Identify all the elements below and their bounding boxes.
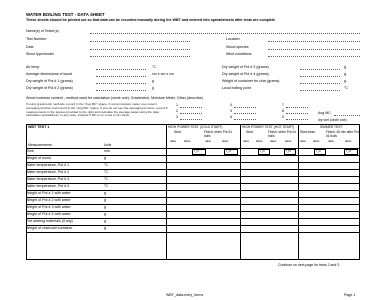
sub-header: label [313,139,320,143]
condition-unit: °C [344,86,349,90]
row-label: Weight of Pot # 2 with water [26,198,71,202]
phase-finish: Finish: 45 min after Pot #1 boils [326,130,359,138]
sub-header: label [345,139,352,143]
column-divider [240,124,241,260]
row-rule [26,183,360,184]
basis-selector[interactable]: dry wet (circle one) [318,118,347,122]
condition-field[interactable] [96,90,146,91]
condition-label: Dry weight of Pot # 3 (grams) [222,65,269,69]
testers-label: Name(s) of Tester(s) [26,29,59,33]
row-unit: g [104,156,106,160]
row-label: Water temperature, Pot # 2 [26,170,70,174]
label-text: t_hf [286,149,292,153]
sub-header: data [205,139,211,143]
row-unit: °C [104,184,109,188]
date-field[interactable] [90,49,190,50]
row-rule [26,155,360,156]
moisture-cell-field[interactable] [234,119,256,120]
wood-species-label: Wood species [226,45,249,49]
moisture-cell-number: 3 [176,115,178,119]
phase-start: Start [246,130,253,134]
sub-header: label [184,139,191,143]
moisture-cell-field[interactable] [234,113,256,114]
stove-field[interactable] [90,56,190,57]
condition-label: Weight of container for char (grams) [222,79,280,83]
wood-species-field[interactable] [268,49,360,50]
phase-finish: Finish: when Pot #1 boils [204,130,232,138]
row-label: Water temperature, Pot # 1 [26,163,70,167]
moisture-cell-field[interactable] [180,107,202,108]
moisture-cell-number: 2 [176,109,178,113]
row-label: Weight of Pot # 4 with water [26,212,71,216]
test-number-field[interactable] [90,41,190,42]
moisture-note: If using gravimetric methods, record in the "Avg MC" space. If using moisture meter, use meter's averaging function and record in the "Avg MC" space. If you do not use the averaging function, record 9 measurements in the spaces provided to the right and calculate the average water using the data calculation spreadsheet. In any case, indicate if MC is on a wet or dry basis. [26,102,168,118]
row-unit: g [104,226,106,230]
condition-field[interactable] [300,83,340,84]
wind-label: Wind conditions [226,52,252,56]
continue-note: Continue on next page for tests 2 and 3 [278,263,340,267]
row-unit: g [104,191,106,195]
sub-header: data [170,139,176,143]
sub-header: label [285,139,292,143]
row-rule [26,197,360,198]
phase-finish: Finish: when Pot #1 boils [268,130,296,138]
moisture-cell-field[interactable] [286,113,308,114]
condition-field[interactable] [96,69,146,70]
avg-mc-field[interactable] [334,115,360,116]
condition-field[interactable] [96,83,146,84]
label-text: t_hi [260,149,265,153]
phase-start: Start when [300,130,316,134]
label-text: t_si [316,149,321,153]
row-unit: g [104,205,106,209]
location-field[interactable] [268,41,360,42]
condition-field[interactable] [300,90,340,91]
sub-header: data [243,139,249,143]
moisture-heading: Wood moisture content - method used for calculation (circle one): Gravimetric, Moisture Meter, Other (describe) [26,96,203,100]
units-header: Units [104,143,112,147]
row-rule [26,232,360,233]
condition-unit: g [344,65,346,69]
footer-filename: WBT_data-entry_forms [166,293,204,297]
condition-field[interactable] [300,76,340,77]
wbt-test-label: WBT TEST 1 [28,125,50,129]
row-rule [26,218,360,219]
avg-mc-label: Avg MC [318,111,331,115]
row-unit: min [104,149,110,153]
label-text: t_sf [346,149,351,153]
wbt-table [26,124,360,260]
row-label: Weight of Pot # 3 with water [26,205,71,209]
condition-label: Dry weight of Pot # 1 (grams) [26,79,73,83]
phase-title: HIGH POWER TEST (COLD START) [168,125,223,129]
phase-title: SIMMER TEST [320,125,343,129]
condition-unit: g [344,79,346,83]
moisture-cell-number: 5 [230,109,232,113]
row-rule [26,204,360,205]
condition-label: Dry weight of Pot # 2 (grams) [26,86,73,90]
row-label: Fire-starting materials (if any) [26,219,73,223]
condition-field[interactable] [96,76,146,77]
sub-header: data [270,139,276,143]
row-unit: g [104,198,106,202]
condition-label: Air temp [26,65,40,69]
phase-start: Start [174,130,181,134]
row-rule [26,162,360,163]
row-label: Weight of wood [26,156,51,160]
row-rule [26,225,360,226]
sub-header: data [300,139,306,143]
moisture-cell-number: 8 [282,109,284,113]
row-label: Water temperature, Pot # 4 [26,184,70,188]
test-number-label: Test Number [26,37,47,41]
row-unit: °C [104,163,109,167]
condition-unit: g [152,79,154,83]
sub-header: label [222,139,229,143]
wind-field[interactable] [268,56,360,57]
location-label: Location [226,37,240,41]
row-unit: g [104,212,106,216]
condition-unit: °C [152,65,157,69]
sub-header: data [328,139,334,143]
column-divider [166,124,167,260]
moisture-cell-field[interactable] [286,119,308,120]
row-rule [26,176,360,177]
row-rule [26,190,360,191]
sub-header: label [256,139,263,143]
condition-label: Local boiling point [222,86,251,90]
row-label: Weight of charcoal+container [26,226,73,230]
stove-label: Stove type/model [26,52,54,56]
condition-field[interactable] [300,69,340,70]
measurements-header: Measurements [28,143,52,147]
moisture-cell-number: 6 [230,115,232,119]
row-label: Water temperature, Pot # 3 [26,177,70,181]
sheet-title: WATER BOILING TEST - DATA SHEET [26,12,105,17]
condition-unit: g [152,86,154,90]
label-text: t_cf [226,149,231,153]
date-label: Date [26,45,34,49]
row-rule [26,211,360,212]
moisture-cell-number: 1 [176,103,178,107]
moisture-cell-number: 9 [282,115,284,119]
row-unit: °C [104,177,109,181]
moisture-cell-field[interactable] [180,119,202,120]
testers-field[interactable] [90,33,360,34]
moisture-cell-number: 4 [230,103,232,107]
moisture-cell-field[interactable] [180,113,202,114]
moisture-cell-field[interactable] [234,107,256,108]
footer-page: Page 1 [344,293,356,297]
moisture-cell-number: 7 [282,103,284,107]
row-unit: °C [104,170,109,174]
condition-label: Average dimensions of wood [26,72,73,76]
row-unit: g [104,219,106,223]
label-text: t_ci [194,149,199,153]
moisture-cell-field[interactable] [286,107,308,108]
column-divider [298,124,299,260]
sheet-subtitle: These sheets should be printed out so that data can be recorded manually during the WBT and entered into spreadsheets after tests are complete [26,18,276,22]
condition-unit: g [344,72,346,76]
phase-title: HIGH POWER TEST (HOT START) [242,125,295,129]
row-rule [26,169,360,170]
condition-unit: cm x cm x cm [152,72,174,76]
row-label: Weight of Pot # 1 with water [26,191,71,195]
condition-label: Dry weight of Pot # 4 (grams) [222,72,269,76]
row-label: Time [26,149,34,153]
